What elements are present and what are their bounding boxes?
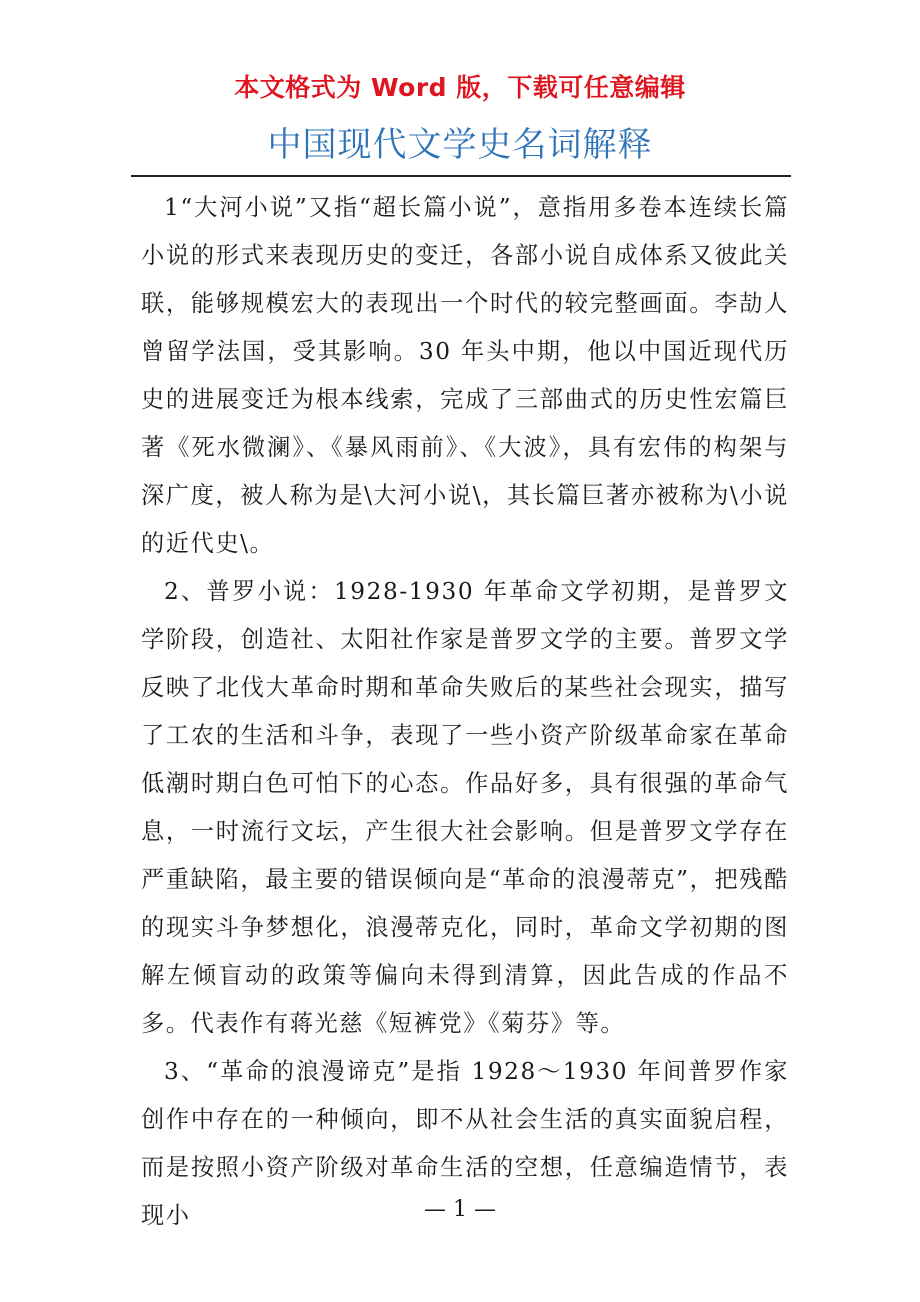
format-notice: 本文格式为 Word 版，下载可任意编辑 [234,73,686,102]
title-divider [131,175,791,177]
paragraph-2 [141,568,789,1048]
document-body [141,184,789,1240]
page-number: — 1 — [424,1197,496,1222]
paragraph-1 [141,184,789,568]
document-title: 中国现代文学史名词解释 [267,125,653,165]
paragraph-text: 1“大河小说”又指“超长篇小说”，意指用多卷本连续长篇小说的形式来表现历史的变迁，各部小说自成体系又彼此关联，能够规模宏大的表现出一个时代的较完整画面。李劼人曾留学法国，受其影响。30 年头中期，他以中国近现代历史的进展变迁为根本线索，完成了三部曲式的历史性宏篇巨著《死水微澜》、《暴风雨前》、《大波》，具有宏伟的构架与深广度，被人称为是\大河小说\，其长篇巨著亦被称为\小说的近代史\。 [141,194,789,557]
paragraph-text: 3、“革命的浪漫谛克”是指 1928～1930 年间普罗作家创作中存在的一种倾向，即不从社会生活的真实面貌启程，而是按照小资产阶级对革命生活的空想，任意编造情节，表现小 [141,1058,789,1229]
paragraph-text: 2、普罗小说：1928-1930 年革命文学初期，是普罗文学阶段，创造社、太阳社作家是普罗文学的主要。普罗文学反映了北伐大革命时期和革命失败后的某些社会现实，描写了工农的生活和斗争，表现了一些小资产阶级革命家在革命低潮时期白色可怕下的心态。作品好多，具有很强的革命气息，一时流行文坛，产生很大社会影响。但是普罗文学存在严重缺陷，最主要的错误倾向是“革命的浪漫蒂克”，把残酷的现实斗争梦想化，浪漫蒂克化，同时，革命文学初期的图解左倾盲动的政策等偏向未得到清算，因此告成的作品不多。代表作有蒋光慈《短裤党》《菊芬》等。 [141,578,789,1037]
